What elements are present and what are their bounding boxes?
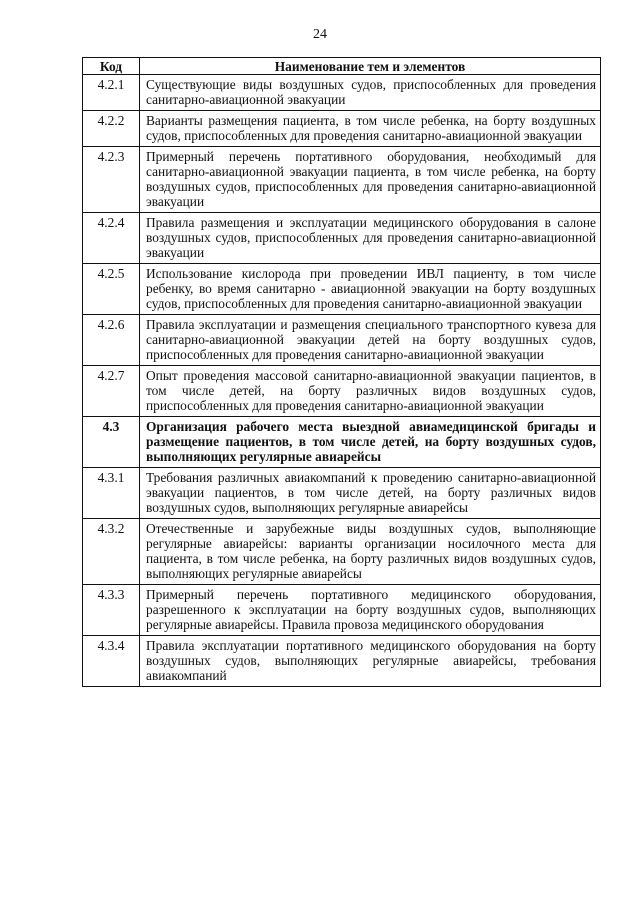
header-name: Наименование тем и элементов bbox=[140, 58, 601, 75]
table-row bbox=[83, 264, 601, 315]
row-name: Существующие виды воздушных судов, приспособленных для проведения санитарно-авиационной эвакуации bbox=[140, 75, 601, 111]
table-row bbox=[83, 147, 601, 213]
row-name: Опыт проведения массовой санитарно-авиационной эвакуации пациентов, в том числе детей, на борту различных видов воздушных судов, приспособленных для проведения санитарно-авиационной эвакуации bbox=[140, 366, 601, 417]
row-code: 4.2.1 bbox=[83, 75, 140, 111]
row-name: Варианты размещения пациента, в том числе ребенка, на борту воздушных судов, приспособленных для проведения санитарно-авиационной эвакуации bbox=[140, 111, 601, 147]
row-code: 4.3 bbox=[83, 417, 140, 468]
curriculum-table bbox=[82, 57, 601, 687]
table-row bbox=[83, 519, 601, 585]
table-row bbox=[83, 75, 601, 111]
row-code: 4.2.2 bbox=[83, 111, 140, 147]
row-code: 4.2.4 bbox=[83, 213, 140, 264]
table-row bbox=[83, 315, 601, 366]
row-name: Использование кислорода при проведении ИВЛ пациенту, в том числе ребенку, во время санитарно - авиационной эвакуации на борту воздушных судов, приспособленных для проведения санитарно-авиационной эвакуации bbox=[140, 264, 601, 315]
page-number: 24 bbox=[313, 27, 327, 42]
row-name: Правила эксплуатации и размещения специального транспортного кувеза для санитарно-авиационной эвакуации детей на борту воздушных судов, приспособленных для проведения санитарно-авиационной эвакуации bbox=[140, 315, 601, 366]
row-name: Примерный перечень портативного медицинского оборудования, разрешенного к эксплуатации на борту воздушных судов, выполняющих регулярные авиарейсы. Правила провоза медицинского оборудования bbox=[140, 585, 601, 636]
row-code: 4.3.2 bbox=[83, 519, 140, 585]
row-code: 4.3.3 bbox=[83, 585, 140, 636]
table-row bbox=[83, 111, 601, 147]
row-code: 4.2.5 bbox=[83, 264, 140, 315]
row-code: 4.3.4 bbox=[83, 636, 140, 687]
row-name: Правила размещения и эксплуатации медицинского оборудования в салоне воздушных судов, приспособленных для проведения санитарно-авиационной эвакуации bbox=[140, 213, 601, 264]
table-row bbox=[83, 213, 601, 264]
row-code: 4.2.6 bbox=[83, 315, 140, 366]
table-row bbox=[83, 468, 601, 519]
row-name: Отечественные и зарубежные виды воздушных судов, выполняющие регулярные авиарейсы: варианты организации носилочного места для пациента, в том числе ребенка, на борту различных видов воздушных судов, выполняющих регулярные авиарейсы bbox=[140, 519, 601, 585]
row-code: 4.2.3 bbox=[83, 147, 140, 213]
table-header-row bbox=[83, 58, 601, 75]
row-name: Примерный перечень портативного оборудования, необходимый для санитарно-авиационной эвакуации пациента, в том числе ребенка, на борту воздушных судов, приспособленных для проведения санитарно-авиационной эвакуации bbox=[140, 147, 601, 213]
table-row bbox=[83, 636, 601, 687]
row-name: Правила эксплуатации портативного медицинского оборудования на борту воздушных судов, выполняющих регулярные авиарейсы, требования авиакомпаний bbox=[140, 636, 601, 687]
row-code: 4.3.1 bbox=[83, 468, 140, 519]
row-name: Требования различных авиакомпаний к проведению санитарно-авиационной эвакуации пациентов, в том числе детей, на борту различных видов воздушных судов, выполняющих регулярные авиарейсы bbox=[140, 468, 601, 519]
row-name: Организация рабочего места выездной авиамедицинской бригады и размещение пациентов, в том числе детей, на борту воздушных судов, выполняющих регулярные авиарейсы bbox=[140, 417, 601, 468]
row-code: 4.2.7 bbox=[83, 366, 140, 417]
table-row bbox=[83, 585, 601, 636]
table-row bbox=[83, 366, 601, 417]
section-heading-row bbox=[83, 417, 601, 468]
header-code: Код bbox=[83, 58, 140, 75]
